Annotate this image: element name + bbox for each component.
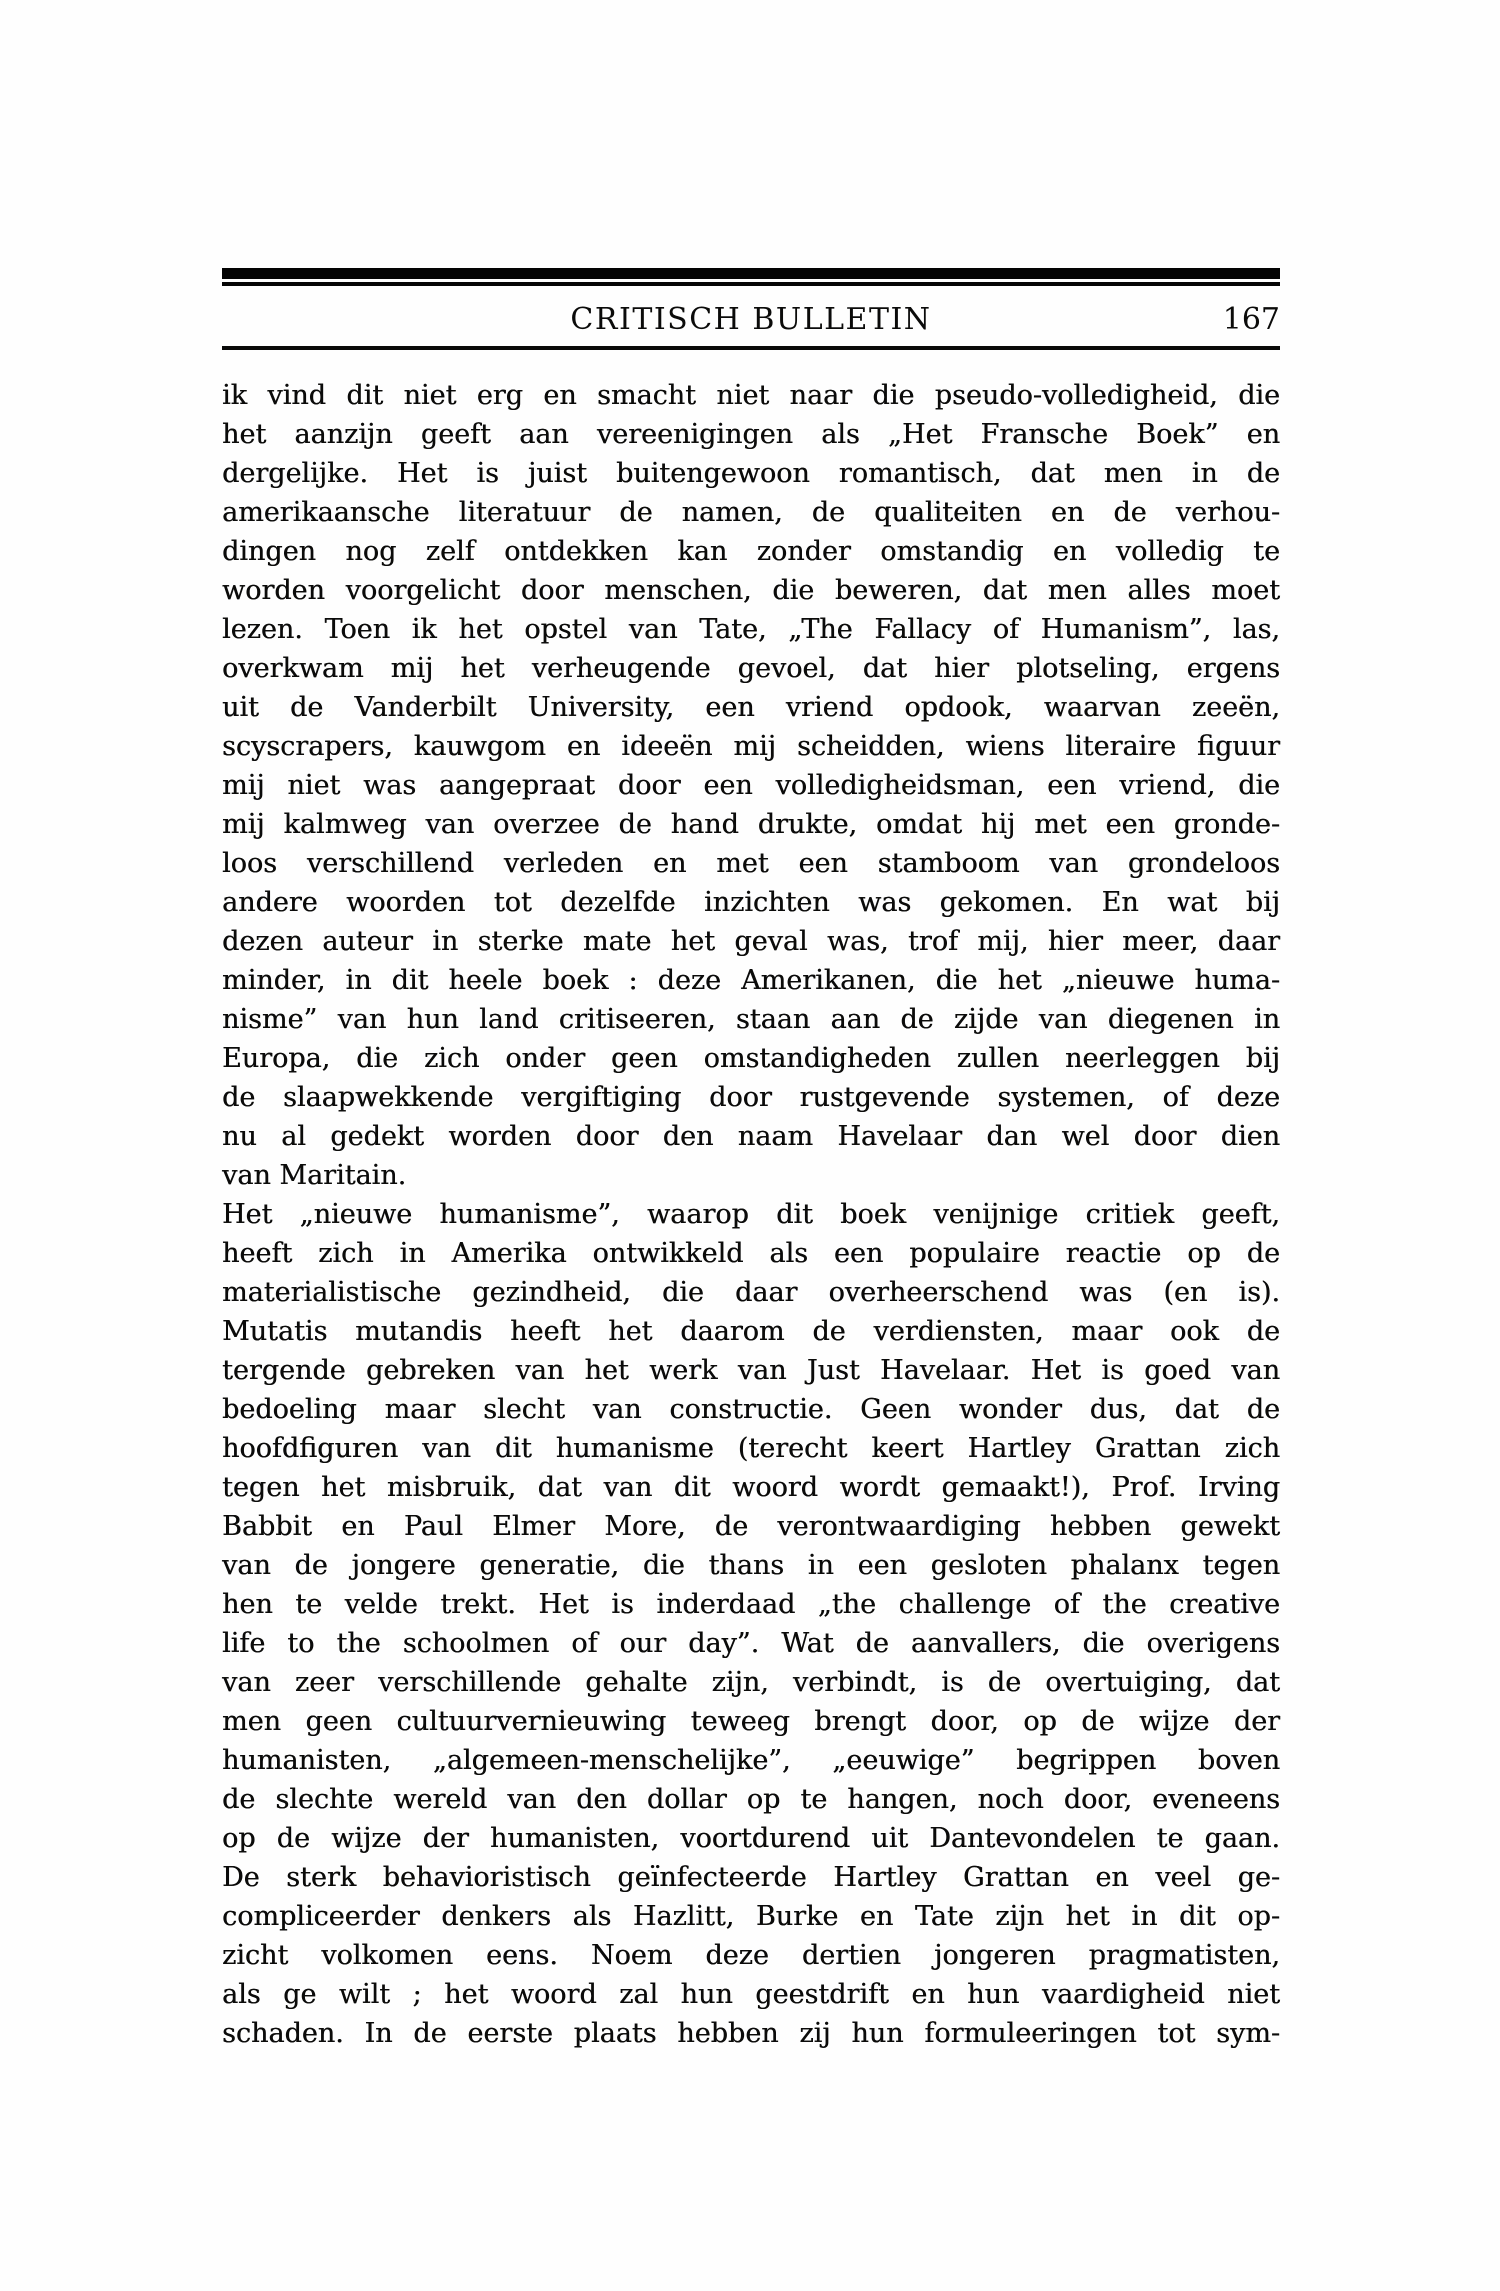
text-line: het aanzijn geeft aan vereenigingen als „Het Fransche Boek” en: [222, 419, 1280, 450]
text-line: overkwam mij het verheugende gevoel, dat hier plotseling, ergens: [222, 653, 1280, 684]
text-line: ik vind dit niet erg en smacht niet naar die pseudo-volledigheid, die: [222, 380, 1280, 411]
text-line: nisme” van hun land critiseeren, staan aan de zijde van diegenen in: [222, 1004, 1280, 1035]
top-heavy-rule: [222, 268, 1280, 279]
text-line: materialistische gezindheid, die daar overheerschend was (en is).: [222, 1277, 1280, 1308]
text-line: Mutatis mutandis heeft het daarom de verdiensten, maar ook de: [222, 1316, 1280, 1347]
text-line: loos verschillend verleden en met een stamboom van grondeloos: [222, 848, 1280, 879]
page-content: [222, 268, 1280, 2053]
text-line: mij kalmweg van overzee de hand drukte, omdat hij met een gronde-: [222, 809, 1280, 840]
text-line: dergelijke. Het is juist buitengewoon romantisch, dat men in de: [222, 458, 1280, 489]
text-line: hoofdfiguren van dit humanisme (terecht keert Hartley Grattan zich: [222, 1433, 1280, 1464]
text-line: men geen cultuurvernieuwing teweeg brengt door, op de wijze der: [222, 1706, 1280, 1737]
text-line: heeft zich in Amerika ontwikkeld als een populaire reactie op de: [222, 1238, 1280, 1269]
text-line: mij niet was aangepraat door een volledigheidsman, een vriend, die: [222, 770, 1280, 801]
text-line: op de wijze der humanisten, voortdurend uit Dantevondelen te gaan.: [222, 1823, 1280, 1854]
text-line: van zeer verschillende gehalte zijn, verbindt, is de overtuiging, dat: [222, 1667, 1280, 1698]
text-line: zicht volkomen eens. Noem deze dertien jongeren pragmatisten,: [222, 1940, 1280, 1971]
text-line: nu al gedekt worden door den naam Havelaar dan wel door dien: [222, 1121, 1280, 1152]
text-line: de slechte wereld van den dollar op te hangen, noch door, eveneens: [222, 1784, 1280, 1815]
text-line: dingen nog zelf ontdekken kan zonder omstandig en volledig te: [222, 536, 1280, 567]
text-line: bedoeling maar slecht van constructie. Geen wonder dus, dat de: [222, 1394, 1280, 1425]
text-line: worden voorgelicht door menschen, die beweren, dat men alles moet: [222, 575, 1280, 606]
text-line: dezen auteur in sterke mate het geval was, trof mij, hier meer, daar: [222, 926, 1280, 957]
text-line: amerikaansche literatuur de namen, de qualiteiten en de verhou-: [222, 497, 1280, 528]
text-line: schaden. In de eerste plaats hebben zij hun formuleeringen tot sym-: [222, 2018, 1280, 2049]
text-line: humanisten, „algemeen-menschelijke”, „eeuwige” begrippen boven: [222, 1745, 1280, 1776]
masthead: [222, 296, 1280, 344]
text-line: Europa, die zich onder geen omstandigheden zullen neerleggen bij: [222, 1043, 1280, 1074]
text-line: andere woorden tot dezelfde inzichten was gekomen. En wat bij: [222, 887, 1280, 918]
text-line: Het „nieuwe humanisme”, waarop dit boek venijnige critiek geeft,: [222, 1199, 1280, 1230]
text-line: compliceerder denkers als Hazlitt, Burke en Tate zijn het in dit op-: [222, 1901, 1280, 1932]
text-line: De sterk behavioristisch geïnfecteerde Hartley Grattan en veel ge-: [222, 1862, 1280, 1893]
text-line: scyscrapers, kauwgom en ideeën mij scheidden, wiens literaire figuur: [222, 731, 1280, 762]
top-heavy-rule-underline: [222, 282, 1280, 286]
text-line: tergende gebreken van het werk van Just Havelaar. Het is goed van: [222, 1355, 1280, 1386]
text-line: tegen het misbruik, dat van dit woord wordt gemaakt!), Prof. Irving: [222, 1472, 1280, 1503]
text-line: uit de Vanderbilt University, een vriend opdook, waarvan zeeën,: [222, 692, 1280, 723]
text-line: hen te velde trekt. Het is inderdaad „the challenge of the creative: [222, 1589, 1280, 1620]
text-line: de slaapwekkende vergiftiging door rustgevende systemen, of deze: [222, 1082, 1280, 1113]
body-text: [222, 376, 1280, 2053]
masthead-divider-rule: [222, 346, 1280, 350]
text-line: van de jongere generatie, die thans in een gesloten phalanx tegen: [222, 1550, 1280, 1581]
journal-title: CRITISCH BULLETIN: [570, 302, 932, 337]
text-line: minder, in dit heele boek : deze Amerikanen, die het „nieuwe huma-: [222, 965, 1280, 996]
text-line: lezen. Toen ik het opstel van Tate, „The Fallacy of Humanism”, las,: [222, 614, 1280, 645]
text-line: life to the schoolmen of our day”. Wat de aanvallers, die overigens: [222, 1628, 1280, 1659]
page-number: 167: [1222, 302, 1280, 337]
text-line: als ge wilt ; het woord zal hun geestdrift en hun vaardigheid niet: [222, 1979, 1280, 2010]
text-line: van Maritain.: [222, 1160, 407, 1191]
text-line: Babbit en Paul Elmer More, de verontwaardiging hebben gewekt: [222, 1511, 1280, 1542]
